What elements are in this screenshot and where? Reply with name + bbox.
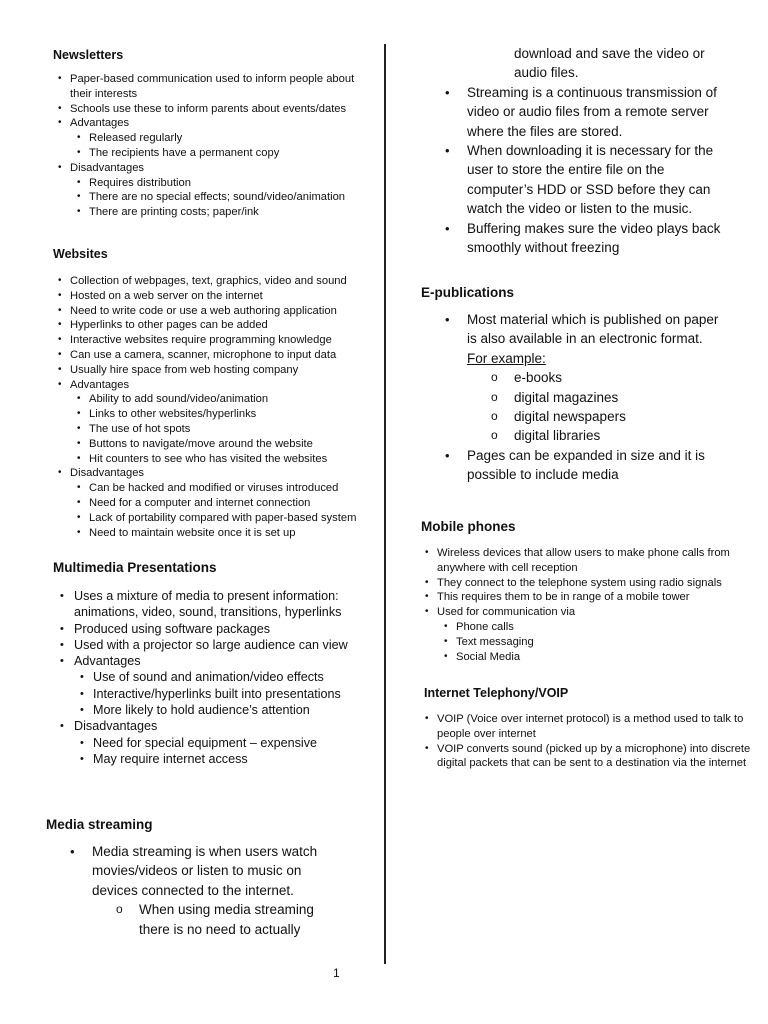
list-item: • When downloading it is necessary for the user to store the entire file on the computer’s HDD or SSD before they can watch the video or listen to the music.: [421, 141, 726, 219]
list-item: • Interactive websites require programming knowledge: [53, 333, 378, 348]
list-item: • Streaming is a continuous transmission of video or audio files from a remote server where the files are stored.: [421, 83, 726, 141]
list-item: o e-books: [421, 368, 726, 387]
list-item: [421, 310, 726, 368]
list-item: • Can be hacked and modified or viruses introduced: [53, 481, 378, 496]
newsletters-list: [53, 72, 373, 220]
multimedia-section: [53, 560, 368, 767]
section-title: Mobile phones: [421, 519, 516, 534]
list-item: • They connect to the telephone system using radio signals: [420, 576, 751, 591]
list-item: • Need to maintain website once it is set up: [53, 526, 378, 541]
page-number: 1: [333, 966, 340, 980]
list-item: • Media streaming is when users watch movies/videos or listen to music on devices connected to the internet.: [46, 842, 346, 900]
list-item: • This requires them to be in range of a mobile tower: [420, 590, 751, 605]
list-item: • Paper-based communication used to inform people about their interests: [53, 72, 373, 102]
epub-intro: Most material which is published on paper is also available in an electronic format.: [467, 312, 719, 347]
voip-section: [424, 686, 754, 771]
section-title: Websites: [53, 247, 108, 261]
mobile-phones-section: [421, 519, 751, 664]
list-item: • Use of sound and animation/video effects: [53, 669, 368, 685]
list-item: download and save the video or audio files.: [514, 46, 705, 81]
streaming-continued-section: [421, 44, 726, 257]
list-item: • Phone calls: [420, 620, 751, 635]
epub-list: [421, 310, 726, 368]
list-item: o digital magazines: [421, 388, 726, 407]
websites-section: [53, 247, 378, 540]
list-item: • Requires distribution: [53, 176, 373, 191]
list-item: • Advantages: [53, 653, 368, 669]
list-item: • VOIP (Voice over internet protocol) is a method used to talk to people over internet: [420, 712, 754, 742]
list-item: • Released regularly: [53, 131, 373, 146]
epublications-section: [421, 285, 726, 485]
list-item: o digital libraries: [421, 426, 726, 445]
list-item: • More likely to hold audience’s attention: [53, 702, 368, 718]
list-item: • Can use a camera, scanner, microphone to input data: [53, 348, 378, 363]
list-item: • Hyperlinks to other pages can be added: [53, 318, 378, 333]
list-item: • Collection of webpages, text, graphics, video and sound: [53, 274, 378, 289]
section-title: Media streaming: [46, 817, 153, 832]
websites-list: [53, 274, 378, 540]
newsletters-section: [53, 48, 373, 220]
multimedia-list: [53, 588, 368, 767]
list-item: • Buttons to navigate/move around the website: [53, 437, 378, 452]
list-item: • Need to write code or use a web authoring application: [53, 304, 378, 319]
section-title: Newsletters: [53, 48, 124, 62]
section-title: E-publications: [421, 285, 515, 300]
list-item: • Wireless devices that allow users to make phone calls from anywhere with cell reception: [420, 546, 751, 576]
mobile-list: [420, 546, 751, 664]
list-item: • Pages can be expanded in size and it is possible to include media: [421, 446, 726, 485]
media-streaming-section: [46, 817, 346, 939]
list-item: • Usually hire space from web hosting company: [53, 363, 378, 378]
list-item: • Lack of portability compared with paper-based system: [53, 511, 378, 526]
list-item: • There are printing costs; paper/ink: [53, 205, 373, 220]
streaming-continued-list: [421, 44, 726, 257]
list-item: • VOIP converts sound (picked up by a microphone) into discrete digital packets that can be sent to a destination via the internet: [420, 742, 754, 772]
list-item: • Used for communication via: [420, 605, 751, 620]
list-item: • Schools use these to inform parents about events/dates: [53, 102, 373, 117]
list-item: • Produced using software packages: [53, 621, 368, 637]
list-item: • Advantages: [53, 378, 378, 393]
list-item: • Need for a computer and internet connection: [53, 496, 378, 511]
list-item: • Disadvantages: [53, 466, 378, 481]
list-item: o When using media streaming there is no need to actually: [46, 900, 346, 939]
list-item: • Buffering makes sure the video plays back smoothly without freezing: [421, 219, 726, 258]
list-item: • Disadvantages: [53, 161, 373, 176]
example-label: For example:: [467, 350, 546, 366]
list-item: • Hosted on a web server on the internet: [53, 289, 378, 304]
section-title: Internet Telephony/VOIP: [424, 686, 569, 700]
streaming-list: [46, 842, 346, 939]
list-item: • Interactive/hyperlinks built into presentations: [53, 686, 368, 702]
epub-examples-list: [421, 368, 726, 446]
section-title: Multimedia Presentations: [53, 560, 217, 575]
list-item: • Used with a projector so large audience can view: [53, 637, 368, 653]
list-item: • Social Media: [420, 650, 751, 665]
list-item: • Uses a mixture of media to present information: animations, video, sound, transitions, hyperlinks: [53, 588, 368, 621]
list-item: • Advantages: [53, 116, 373, 131]
list-item: • Ability to add sound/video/animation: [53, 392, 378, 407]
list-item: • Disadvantages: [53, 718, 368, 734]
list-item: • Links to other websites/hyperlinks: [53, 407, 378, 422]
list-item: • May require internet access: [53, 751, 368, 767]
epub-last-list: [421, 446, 726, 485]
voip-list: [420, 712, 754, 771]
list-item: • The use of hot spots: [53, 422, 378, 437]
list-item: • Text messaging: [420, 635, 751, 650]
column-divider: [384, 44, 386, 964]
list-item: • Need for special equipment – expensive: [53, 735, 368, 751]
list-item: • Hit counters to see who has visited the websites: [53, 452, 378, 467]
list-item: • There are no special effects; sound/video/animation: [53, 190, 373, 205]
list-item: • The recipients have a permanent copy: [53, 146, 373, 161]
list-item: o digital newspapers: [421, 407, 726, 426]
